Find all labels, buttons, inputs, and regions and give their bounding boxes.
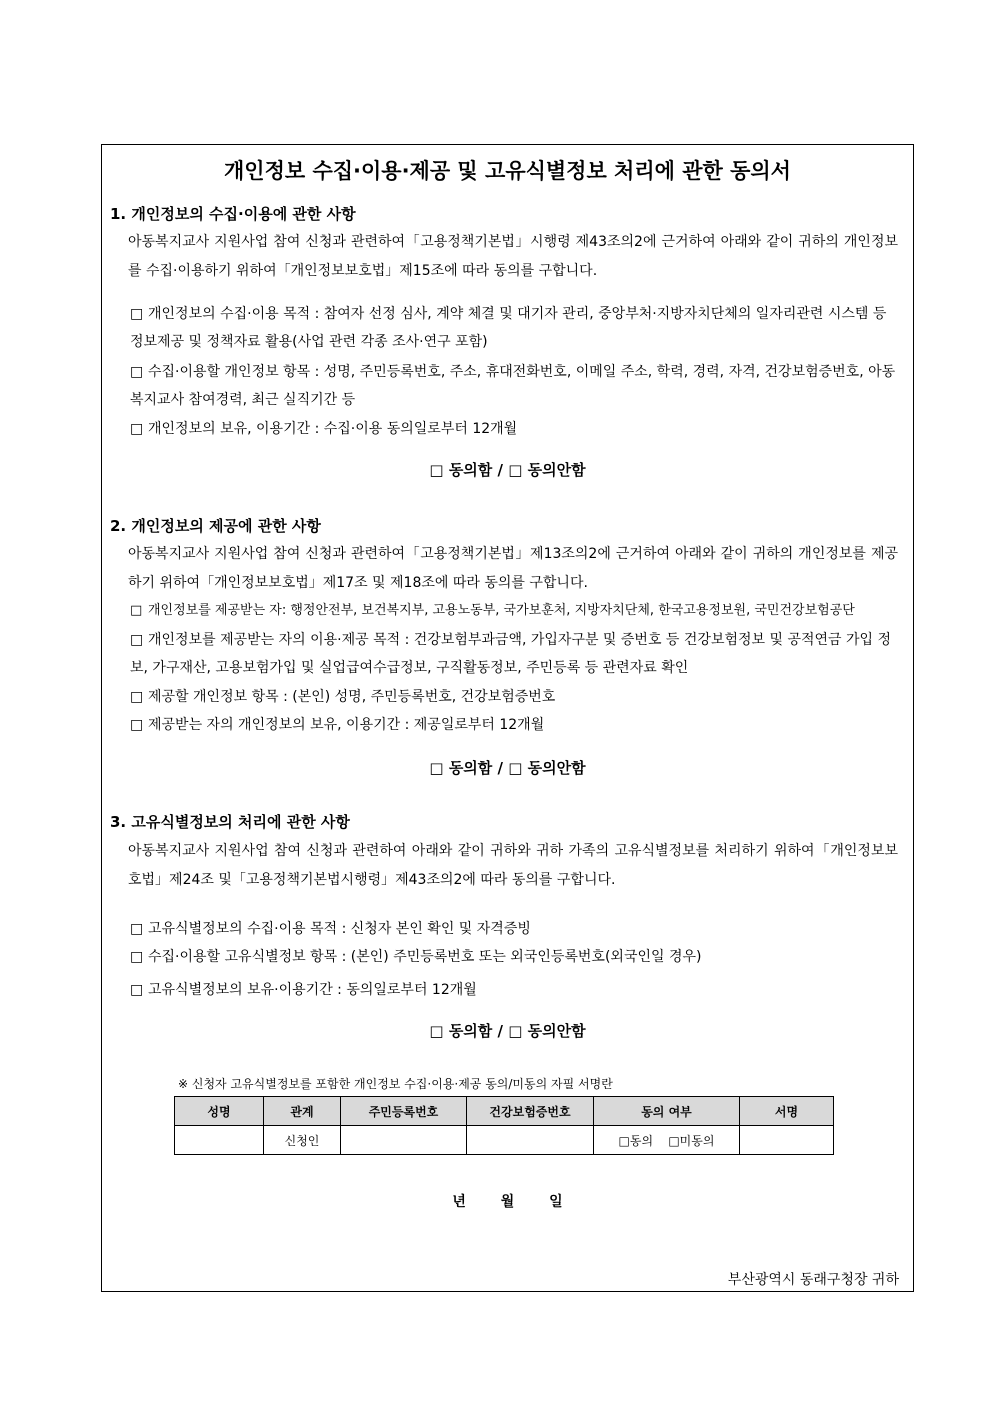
bullet-box-icon: □ <box>130 306 144 322</box>
signature-table-row <box>175 1126 834 1155</box>
section3-consent-checkboxes[interactable]: □ 동의함 / □ 동의안함 <box>429 1022 586 1040</box>
section1-heading: 1. 개인정보의 수집·이용에 관한 사항 <box>110 205 356 223</box>
bullet-box-icon: □ <box>130 364 144 380</box>
signature-note: ※ 신청자 고유식별정보를 포함한 개인정보 수집·이용·제공 동의/미동의 자필 서명란 <box>178 1077 613 1091</box>
bullet-box-icon: □ <box>130 949 144 965</box>
section2-item-purpose: □ 개인정보를 제공받는 자의 이용·제공 목적 : 건강보험부과금액, 가입자구분 및 증번호 등 건강보험정보 및 공적연금 가입 정보, 가구재산, 고용보험가입 및 실업급여수급정보, 구직활동정보, 주민등록 등 관련자료 확인 <box>130 626 900 682</box>
header-resident-number: 주민등록번호 <box>341 1097 467 1126</box>
bullet-box-icon: □ <box>130 603 143 618</box>
section3-item-period: □ 고유식별정보의 보유·이용기간 : 동의일로부터 12개월 <box>130 976 900 1004</box>
section1-item-purpose: □ 개인정보의 수집·이용 목적 : 참여자 선정 심사, 계약 체결 및 대기자 관리, 중앙부처·지방자치단체의 일자리관련 시스템 등 정보제공 및 정책자료 활용(사업 관련 각종 조사·연구 포함) <box>130 300 900 356</box>
relation-cell: 신청인 <box>264 1126 341 1155</box>
consent-status-cell[interactable]: □동의 □미동의 <box>594 1126 740 1155</box>
health-insurance-number-cell[interactable] <box>467 1126 594 1155</box>
header-health-insurance-number: 건강보험증번호 <box>467 1097 594 1126</box>
section2-heading: 2. 개인정보의 제공에 관한 사항 <box>110 517 321 535</box>
section1-intro: 아동복지교사 지원사업 참여 신청과 관련하여「고용정책기본법」시행령 제43조의2에 근거하여 아래와 같이 귀하의 개인정보를 수집·이용하기 위하여「개인정보보호법」제15조에 따라 동의를 구합니다. <box>128 234 898 279</box>
signature-table <box>174 1096 834 1155</box>
form-title: 개인정보 수집·이용·제공 및 고유식별정보 처리에 관한 동의서 <box>224 159 791 183</box>
date-line: 년 월 일 <box>452 1194 563 1210</box>
header-relation: 관계 <box>264 1097 341 1126</box>
bullet-box-icon: □ <box>130 717 144 733</box>
section3-item-purpose: □ 고유식별정보의 수집·이용 목적 : 신청자 본인 확인 및 자격증빙 <box>130 915 900 943</box>
bullet-box-icon: □ <box>130 921 144 937</box>
section3-intro: 아동복지교사 지원사업 참여 신청과 관련하여 아래와 같이 귀하와 귀하 가족의 고유식별정보를 처리하기 위하여「개인정보보호법」제24조 및「고용정책기본법시행령」제43조의2에 따라 동의를 구합니다. <box>128 843 898 888</box>
addressee: 부산광역시 동래구청장 귀하 <box>727 1272 899 1288</box>
header-consent-status: 동의 여부 <box>594 1097 740 1126</box>
section1-item-period: □ 개인정보의 보유, 이용기간 : 수집·이용 동의일로부터 12개월 <box>130 415 900 443</box>
name-cell[interactable] <box>175 1126 264 1155</box>
section3-heading: 3. 고유식별정보의 처리에 관한 사항 <box>110 813 350 831</box>
header-name: 성명 <box>175 1097 264 1126</box>
section1-item-fields: □ 수집·이용할 개인정보 항목 : 성명, 주민등록번호, 주소, 휴대전화번호, 이메일 주소, 학력, 경력, 자격, 건강보험증번호, 아동복지교사 참여경력, 최근 실직기간 등 <box>130 358 900 414</box>
bullet-box-icon: □ <box>130 689 144 705</box>
bullet-box-icon: □ <box>130 421 144 437</box>
section3-item-fields: □ 수집·이용할 고유식별정보 항목 : (본인) 주민등록번호 또는 외국인등록번호(외국인일 경우) <box>130 943 900 971</box>
consent-form <box>101 144 914 1292</box>
bullet-box-icon: □ <box>130 632 144 648</box>
section2-consent-checkboxes[interactable]: □ 동의함 / □ 동의안함 <box>429 759 586 777</box>
section1-consent-checkboxes[interactable]: □ 동의함 / □ 동의안함 <box>429 461 586 479</box>
section2-item-recipients: □ 개인정보를 제공받는 자: 행정안전부, 보건복지부, 고용노동부, 국가보훈처, 지방자치단체, 한국고용정보원, 국민건강보험공단 <box>130 597 900 625</box>
resident-number-cell[interactable] <box>341 1126 467 1155</box>
section2-intro: 아동복지교사 지원사업 참여 신청과 관련하여「고용정책기본법」제13조의2에 근거하여 아래와 같이 귀하의 개인정보를 제공하기 위하여「개인정보보호법」제17조 및 제18조에 따라 동의를 구합니다. <box>128 546 898 591</box>
signature-cell[interactable] <box>740 1126 834 1155</box>
section2-item-fields: □ 제공할 개인정보 항목 : (본인) 성명, 주민등록번호, 건강보험증번호 <box>130 683 900 711</box>
section2-item-period: □ 제공받는 자의 개인정보의 보유, 이용기간 : 제공일로부터 12개월 <box>130 711 900 739</box>
header-signature: 서명 <box>740 1097 834 1126</box>
bullet-box-icon: □ <box>130 982 144 998</box>
signature-table-header <box>175 1097 834 1126</box>
